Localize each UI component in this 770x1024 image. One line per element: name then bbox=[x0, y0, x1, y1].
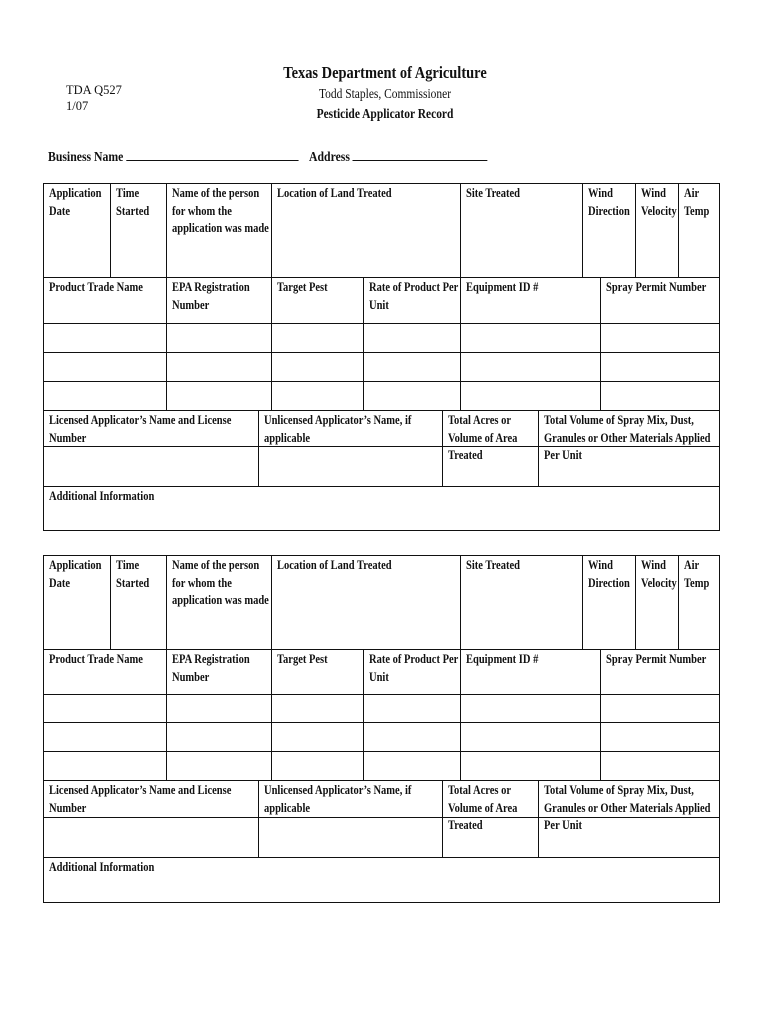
entry-cell[interactable] bbox=[601, 752, 719, 780]
time-started-cell[interactable]: Time Started bbox=[111, 556, 167, 649]
unlicensed-applicator-field[interactable] bbox=[259, 447, 443, 486]
entry-cell[interactable] bbox=[601, 324, 719, 352]
additional-info-field[interactable]: Additional Information bbox=[49, 860, 155, 874]
entry-cell[interactable] bbox=[461, 382, 601, 410]
entry-cell[interactable] bbox=[272, 353, 364, 381]
application-info-row bbox=[44, 556, 719, 650]
epa-registration-cell[interactable]: EPA Registration Number bbox=[167, 278, 272, 323]
site-treated-cell[interactable]: Site Treated bbox=[461, 184, 583, 277]
entry-cell[interactable] bbox=[167, 382, 272, 410]
product-entry-row bbox=[44, 382, 719, 411]
total-acres-label[interactable]: Total Acres or Volume of Area Treated bbox=[443, 411, 539, 446]
product-entry-row bbox=[44, 752, 719, 781]
site-treated-cell[interactable]: Site Treated bbox=[461, 556, 583, 649]
product-entry-row bbox=[44, 695, 719, 723]
target-pest-cell[interactable]: Target Pest bbox=[272, 278, 364, 323]
time-started-cell[interactable]: Time Started bbox=[111, 184, 167, 277]
unlicensed-applicator-label[interactable]: Unlicensed Applicator’s Name, if applicable bbox=[259, 781, 443, 817]
licensed-applicator-label[interactable]: Licensed Applicator’s Name and License Number bbox=[44, 781, 259, 817]
document-title: Pesticide Applicator Record bbox=[316, 106, 454, 121]
entry-cell[interactable] bbox=[461, 353, 601, 381]
application-date-cell[interactable]: Application Date bbox=[44, 556, 111, 649]
applicator-header-row bbox=[44, 411, 719, 462]
product-header-row bbox=[44, 650, 719, 695]
licensed-applicator-field[interactable] bbox=[44, 818, 259, 857]
entry-cell[interactable] bbox=[44, 353, 167, 381]
application-date-cell[interactable]: Application Date bbox=[44, 184, 111, 277]
unlicensed-applicator-field[interactable] bbox=[259, 818, 443, 857]
spray-permit-cell[interactable]: Spray Permit Number bbox=[606, 652, 707, 666]
business-name-field[interactable] bbox=[126, 147, 298, 161]
location-cell[interactable]: Location of Land Treated bbox=[272, 556, 461, 649]
total-volume-label[interactable]: Total Volume of Spray Mix, Dust, Granules or Other Materials Applied Per Unit bbox=[544, 413, 711, 462]
wind-direction-cell[interactable]: Wind Direction bbox=[583, 184, 636, 277]
form-number: TDA Q527 bbox=[66, 83, 122, 97]
entry-cell[interactable] bbox=[364, 382, 461, 410]
entry-cell[interactable] bbox=[364, 353, 461, 381]
air-temp-cell[interactable]: Air Temp bbox=[684, 186, 710, 218]
entry-cell[interactable] bbox=[44, 382, 167, 410]
additional-info-row bbox=[44, 487, 719, 530]
licensed-applicator-label[interactable]: Licensed Applicator’s Name and License Number bbox=[44, 411, 259, 446]
total-acres-label[interactable]: Total Acres or Volume of Area Treated bbox=[443, 781, 539, 817]
target-pest-cell[interactable]: Target Pest bbox=[272, 650, 364, 694]
address-field[interactable] bbox=[353, 147, 488, 161]
entry-cell[interactable] bbox=[44, 752, 167, 780]
entry-cell[interactable] bbox=[272, 695, 364, 722]
application-info-row bbox=[44, 184, 719, 278]
record-block-2 bbox=[43, 555, 720, 903]
entry-cell[interactable] bbox=[461, 695, 601, 722]
equipment-id-cell[interactable]: Equipment ID # bbox=[461, 278, 601, 323]
total-volume-label[interactable]: Total Volume of Spray Mix, Dust, Granules or Other Materials Applied Per Unit bbox=[544, 783, 711, 832]
entry-cell[interactable] bbox=[364, 695, 461, 722]
entry-cell[interactable] bbox=[461, 324, 601, 352]
entry-cell[interactable] bbox=[272, 382, 364, 410]
wind-direction-cell[interactable]: Wind Direction bbox=[583, 556, 636, 649]
equipment-id-cell[interactable]: Equipment ID # bbox=[461, 650, 601, 694]
entry-cell[interactable] bbox=[167, 723, 272, 751]
entry-cell[interactable] bbox=[167, 695, 272, 722]
wind-velocity-cell[interactable]: Wind Velocity bbox=[636, 184, 679, 277]
entry-cell[interactable] bbox=[364, 324, 461, 352]
spray-permit-cell[interactable]: Spray Permit Number bbox=[606, 280, 707, 294]
entry-cell[interactable] bbox=[167, 324, 272, 352]
unlicensed-applicator-label[interactable]: Unlicensed Applicator’s Name, if applicable bbox=[259, 411, 443, 446]
entry-cell[interactable] bbox=[272, 752, 364, 780]
additional-info-row bbox=[44, 858, 719, 902]
entry-cell[interactable] bbox=[601, 382, 719, 410]
product-trade-name-cell[interactable]: Product Trade Name bbox=[44, 650, 167, 694]
product-entry-row bbox=[44, 324, 719, 353]
applicator-header-row bbox=[44, 781, 719, 832]
agency-name: Texas Department of Agriculture bbox=[283, 63, 487, 82]
entry-cell[interactable] bbox=[44, 695, 167, 722]
entry-cell[interactable] bbox=[44, 324, 167, 352]
entry-cell[interactable] bbox=[272, 324, 364, 352]
product-entry-row bbox=[44, 723, 719, 752]
business-name-label: Business Name bbox=[48, 149, 124, 164]
wind-velocity-cell[interactable]: Wind Velocity bbox=[636, 556, 679, 649]
entry-cell[interactable] bbox=[167, 752, 272, 780]
person-name-cell[interactable]: Name of the person for whom the application was made bbox=[167, 184, 272, 277]
record-block-1 bbox=[43, 183, 720, 531]
entry-cell[interactable] bbox=[167, 353, 272, 381]
entry-cell[interactable] bbox=[44, 723, 167, 751]
person-name-cell[interactable]: Name of the person for whom the application was made bbox=[167, 556, 272, 649]
additional-info-field[interactable]: Additional Information bbox=[49, 489, 155, 503]
rate-of-product-cell[interactable]: Rate of Product Per Unit bbox=[364, 650, 461, 694]
air-temp-cell[interactable]: Air Temp bbox=[684, 558, 710, 590]
address-label: Address bbox=[309, 149, 350, 164]
commissioner-name: Todd Staples, Commissioner bbox=[318, 86, 452, 101]
entry-cell[interactable] bbox=[461, 752, 601, 780]
entry-cell[interactable] bbox=[601, 723, 719, 751]
entry-cell[interactable] bbox=[364, 752, 461, 780]
product-header-row bbox=[44, 278, 719, 324]
epa-registration-cell[interactable]: EPA Registration Number bbox=[167, 650, 272, 694]
entry-cell[interactable] bbox=[461, 723, 601, 751]
product-trade-name-cell[interactable]: Product Trade Name bbox=[44, 278, 167, 323]
form-header bbox=[0, 62, 770, 123]
business-info-line bbox=[48, 147, 488, 165]
entry-cell[interactable] bbox=[601, 695, 719, 722]
form-revision-date: 1/07 bbox=[66, 99, 89, 113]
product-entry-row bbox=[44, 353, 719, 382]
licensed-applicator-field[interactable] bbox=[44, 447, 259, 486]
entry-cell[interactable] bbox=[601, 353, 719, 381]
location-cell[interactable]: Location of Land Treated bbox=[272, 184, 461, 277]
entry-cell[interactable] bbox=[272, 723, 364, 751]
entry-cell[interactable] bbox=[364, 723, 461, 751]
rate-of-product-cell[interactable]: Rate of Product Per Unit bbox=[364, 278, 461, 323]
